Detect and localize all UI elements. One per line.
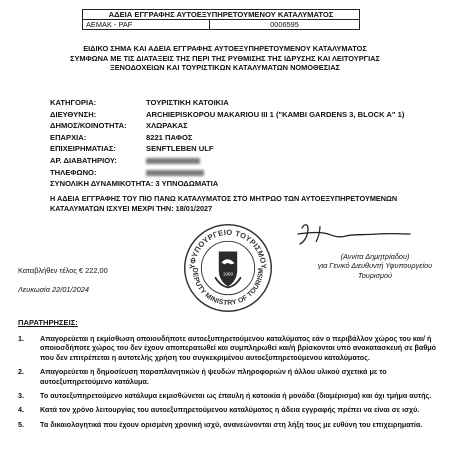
license-header-title: ΑΔΕΙΑ ΕΓΓΡΑΦΗΣ ΑΥΤΟΕΞΥΠΗΡΕΤΟΥΜΕΝΟΥ ΚΑΤΑΛΥΜΑΤΟΣ bbox=[83, 10, 360, 20]
coat-of-arms-icon bbox=[215, 251, 241, 287]
note-item bbox=[18, 334, 438, 362]
note-item bbox=[18, 367, 438, 386]
note-text: Απαγορεύεται η εκμίσθωση οποιουδήποτε αυτοεξυπηρετούμενου καταλύματος εάν ο περιβάλλον χώρος του και/ ή οποιοσδήποτε χώρος του δεν έχουν αποπερατωθεί και συμπληρωθεί και/ή βρίσκονται υπό ανακατασκευή σε βαθμό που δεν επιτρέπεται η αυτοτελής χρήση του συγκεκριμένου αυτοεξυπηρετούμενου καταλύματος. bbox=[40, 334, 436, 362]
handwritten-signature bbox=[294, 220, 414, 248]
title-line: ΕΙΔΙΚΟ ΣΗΜΑ ΚΑΙ ΑΔΕΙΑ ΕΓΓΡΑΦΗΣ ΑΥΤΟΕΞΥΠΗΡΕΤΟΥΜΕΝΟΥ ΚΑΤΑΛΥΜΑΤΟΣ bbox=[83, 44, 367, 53]
note-number: 3. bbox=[18, 391, 24, 401]
address-label: ΔΙΕΥΘΥΝΣΗ: bbox=[50, 109, 97, 119]
signer-name: (Αννίτα Δημητρίαδου) bbox=[340, 252, 410, 261]
note-text: Απαγορεύεται η δημοσίευση παραπλανητικών ή ψευδών πληροφοριών ή άλλου υλικού σχετικά με το αυτοεξυπηρετούμενο κατάλυμα. bbox=[40, 367, 387, 386]
document-title bbox=[0, 44, 450, 73]
address-row bbox=[50, 109, 430, 121]
license-header-table bbox=[82, 9, 360, 30]
municipality-value: ΧΛΩΡΑΚΑΣ bbox=[146, 121, 188, 131]
district-value: 8221 ΠΑΦΟΣ bbox=[146, 132, 193, 142]
seal-top-text: ΥΦΥΠΟΥΡΓΕΙΟ ΤΟΥΡΙΣΜΟΥ bbox=[187, 227, 269, 270]
title-line: ΣΥΜΦΩΝΑ ΜΕ ΤΙΣ ΔΙΑΤΑΞΕΙΣ ΤΗΣ ΠΕΡΙ ΤΗΣ ΡΥΘΜΙΣΗΣ ΤΗΣ ΙΔΡΥΣΗΣ ΚΑΙ ΛΕΙΤΟΥΡΓΙΑΣ bbox=[70, 53, 380, 63]
municipality-label: ΔΗΜΟΣ/ΚΟΙΝΟΤΗΤΑ: bbox=[50, 121, 127, 131]
passport-row bbox=[50, 155, 430, 167]
note-item bbox=[18, 420, 438, 429]
signer-block bbox=[300, 252, 450, 280]
category-value: ΤΟΥΡΙΣΤΙΚΗ ΚΑΤΟΙΚΙΑ bbox=[146, 98, 229, 107]
validity-line: Η ΑΔΕΙΑ ΕΓΓΡΑΦΗΣ ΤΟΥ ΠΙΟ ΠΑΝΩ ΚΑΤΑΛΥΜΑΤΟΣ ΣΤΟ ΜΗΤΡΩΟ ΤΩΝ ΑΥΤΟΕΞΥΠΗΡΕΤΟΥΜΕΝΩΝ bbox=[50, 194, 398, 203]
svg-text:1960: 1960 bbox=[222, 271, 234, 277]
total-capacity: ΣΥΝΟΛΙΚΗ ΔΥΝΑΜΙΚΟΤΗΤΑ: 3 ΥΠΝΟΔΩΜΑΤΙΑ bbox=[50, 179, 219, 189]
title-line: ΞΕΝΟΔΟΧΕΙΩΝ ΚΑΙ ΤΟΥΡΙΣΤΙΚΩΝ ΚΑΤΑΛΥΜΑΤΩΝ ΝΟΜΟΘΕΣΙΑΣ bbox=[110, 63, 340, 73]
notes-heading: ΠΑΡΑΤΗΡΗΣΕΙΣ: bbox=[18, 318, 78, 327]
district-label: ΕΠΑΡΧΙΑ: bbox=[50, 132, 87, 142]
license-number: 0006595 bbox=[210, 20, 360, 30]
redacted-phone-number bbox=[146, 170, 204, 176]
municipality-row bbox=[50, 120, 430, 132]
property-fields bbox=[50, 97, 430, 189]
fee-paid: Καταβλήθεν τέλος € 222,00 bbox=[18, 266, 108, 275]
note-number: 5. bbox=[18, 419, 24, 429]
note-number: 2. bbox=[18, 367, 24, 377]
redacted-passport-number bbox=[146, 158, 200, 164]
note-item bbox=[18, 391, 438, 400]
business-value: SENFTLEBEN ULF bbox=[146, 144, 214, 154]
business-label: ΕΠΙΧΕΙΡΗΜΑΤΙΑΣ: bbox=[50, 144, 116, 154]
category-row bbox=[50, 97, 430, 109]
passport-label: ΑΡ. ΔΙΑΒΑΤΗΡΙΟΥ: bbox=[50, 155, 117, 165]
note-item bbox=[18, 405, 438, 414]
issue-date: Λευκωσία 22/01/2024 bbox=[18, 285, 89, 294]
note-number: 4. bbox=[18, 405, 24, 415]
phone-label: ΤΗΛΕΦΩΝΟ: bbox=[50, 167, 97, 177]
note-text: Το αυτοεξυπηρετούμενο κατάλυμα εκμισθώνεται ως έπαυλη ή κατοικία ή μονάδα (διαμέρισμα) και όχι τμήμα αυτής. bbox=[40, 391, 432, 401]
note-number: 1. bbox=[18, 334, 24, 343]
business-row bbox=[50, 143, 430, 155]
validity-line: ΚΑΤΑΛΥΜΑΤΩΝ ΙΣΧΥΕΙ ΜΕΧΡΙ ΤΗΝ: 18/01/2027 bbox=[50, 203, 213, 213]
validity-statement bbox=[50, 194, 440, 213]
address-value: ARCHIEPISKOPOU MAKARIOU III 1 ("KAMBI GARDENS 3, BLOCK A" 1) bbox=[146, 109, 405, 119]
seal-bottom-text: DEPUTY MINISTRY OF TOURISM bbox=[191, 267, 266, 307]
category-label: ΚΑΤΗΓΟΡΙΑ: bbox=[50, 98, 97, 107]
official-seal bbox=[182, 222, 274, 314]
phone-row bbox=[50, 167, 430, 179]
license-code: ΑΕΜΑΚ - PAF bbox=[83, 20, 210, 30]
signer-role: για Γενικό Διευθυντή Υφυπουργείου bbox=[317, 261, 433, 271]
district-row bbox=[50, 132, 430, 144]
note-text: Τα δικαιολογητικά που έχουν ορισμένη χρονική ισχύ, ανανεώνονται στη λήξη τους με ευθύνη του επιχειρηματία. bbox=[40, 419, 423, 429]
signer-role-2: Τουρισμού bbox=[357, 270, 393, 280]
note-text: Κατά τον χρόνο λειτουργίας του αυτοεξυπηρετούμενου καταλύματος η άδεια εγγραφής πρέπει να είναι σε ισχύ. bbox=[40, 405, 420, 415]
notes-list bbox=[18, 334, 438, 434]
